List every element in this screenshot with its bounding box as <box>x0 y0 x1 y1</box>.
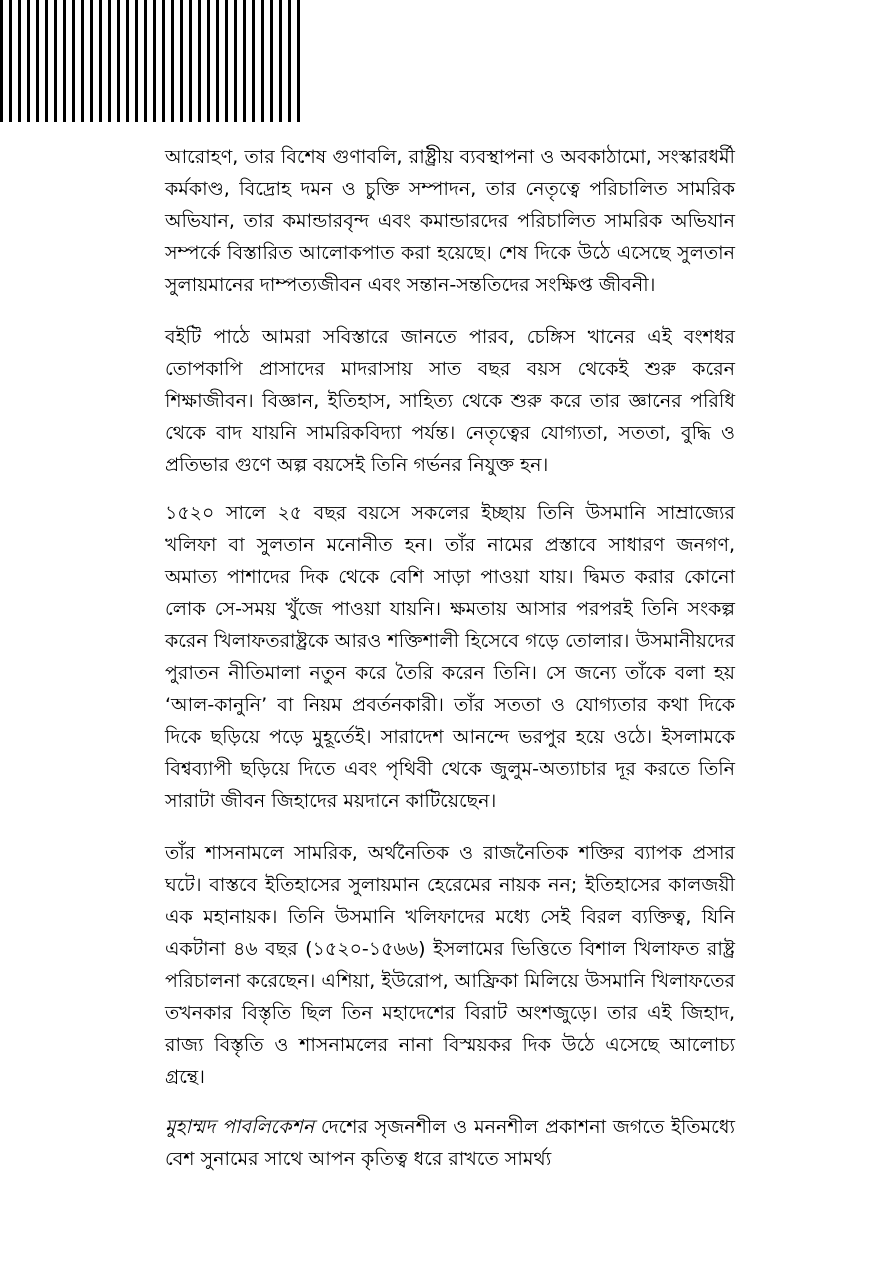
paragraph-5 <box>165 1111 735 1175</box>
paragraph-1: আরোহণ, তার বিশেষ গুণাবলি, রাষ্ট্রীয় ব্যবস্থাপনা ও অবকাঠামো, সংস্কারধর্মী কর্মকাণ্ড, বিদ্রোহ দমন ও চুক্তি সম্পাদন, তার নেতৃত্বে পরিচালিত সামরিক অভিযান, তার কমান্ডারবৃন্দ এবং কমান্ডারদের পরিচালিত সামরিক অভিযান সম্পর্কে বিস্তারিত আলোকপাত করা হয়েছে। শেষ দিকে উঠে এসেছে সুলতান সুলায়মানের দাম্পত্যজীবন এবং সন্তান-সন্ততিদের সংক্ষিপ্ত জীবনী। <box>165 146 735 296</box>
paragraph-2: বইটি পাঠে আমরা সবিস্তারে জানতে পারব, চেঙ্গিস খানের এই বংশধর তোপকাপি প্রাসাদের মাদরাসায় সাত বছর বয়স থেকেই শুরু করেন শিক্ষাজীবন। বিজ্ঞান, ইতিহাস, সাহিত্য থেকে শুরু করে তার জ্ঞানের পরিধি থেকে বাদ যায়নি সামরিকবিদ্যা পর্যন্ত। নেতৃত্বের যোগ্যতা, সততা, বুদ্ধি ও প্রতিভার গুণে অল্প বয়সেই তিনি গর্ভনর নিযুক্ত হন। <box>165 326 735 476</box>
barcode-stripes-decoration <box>0 0 300 122</box>
paragraph-5-text: দেশের সৃজনশীল ও মননশীল প্রকাশনা জগতে ইতিমধ্যে বেশ সুনামের সাথে আপন কৃতিত্ব ধরে রাখতে সামর্থ্য <box>165 1116 735 1170</box>
paragraph-4: তাঁর শাসনামলে সামরিক, অর্থনৈতিক ও রাজনৈতিক শক্তির ব্যাপক প্রসার ঘটে। বাস্তবে ইতিহাসের সুলায়মান হেরেমের নায়ক নন; ইতিহাসের কালজয়ী এক মহানায়ক। তিনি উসমানি খলিফাদের মধ্যে সেই বিরল ব্যক্তিত্ব, যিনি একটানা ৪৬ বছর (১৫২০-১৫৬৬) ইসলামের ভিত্তিতে বিশাল খিলাফত রাষ্ট্র পরিচালনা করেছেন। এশিয়া, ইউরোপ, আফ্রিকা মিলিয়ে উসমানি খিলাফতের তখনকার বিস্তৃতি ছিল তিন মহাদেশের বিরাট অংশজুড়ে। তার এই জিহাদ, রাজ্য বিস্তৃতি ও শাসনামলের নানা বিস্ময়কর দিক উঠে এসেছে আলোচ্য গ্রন্থে। <box>165 842 735 1088</box>
paragraph-3: ১৫২০ সালে ২৫ বছর বয়সে সকলের ইচ্ছায় তিনি উসমানি সাম্রাজ্যের খলিফা বা সুলতান মনোনীত হন। তাঁর নামের প্রস্তাবে সাধারণ জনগণ, অমাত্য পাশাদের দিক থেকে বেশি সাড়া পাওয়া যায়। দ্বিমত করার কোনো লোক সে-সময় খুঁজে পাওয়া যায়নি। ক্ষমতায় আসার পরপরই তিনি সংকল্প করেন খিলাফতরাষ্ট্রকে আরও শক্তিশালী হিসেবে গড়ে তোলার। উসমানীয়দের পুরাতন নীতিমালা নতুন করে তৈরি করেন তিনি। সে জন্যে তাঁকে বলা হয় ‘আল-কানুনি’ বা নিয়ম প্রবর্তনকারী। তাঁর সততা ও যোগ্যতার কথা দিকে দিকে ছড়িয়ে পড়ে মুহূর্তেই। সারাদেশ আনন্দে ভরপুর হয়ে ওঠে। ইসলামকে বিশ্বব্যাপী ছড়িয়ে দিতে এবং পৃথিবী থেকে জুলুম-অত্যাচার দূর করতে তিনি সারাটা জীবন জিহাদের ময়দানে কাটিয়েছেন। <box>165 502 735 812</box>
publisher-name: মুহাম্মদ পাবলিকেশন <box>165 1116 315 1138</box>
page-body <box>165 141 735 1175</box>
